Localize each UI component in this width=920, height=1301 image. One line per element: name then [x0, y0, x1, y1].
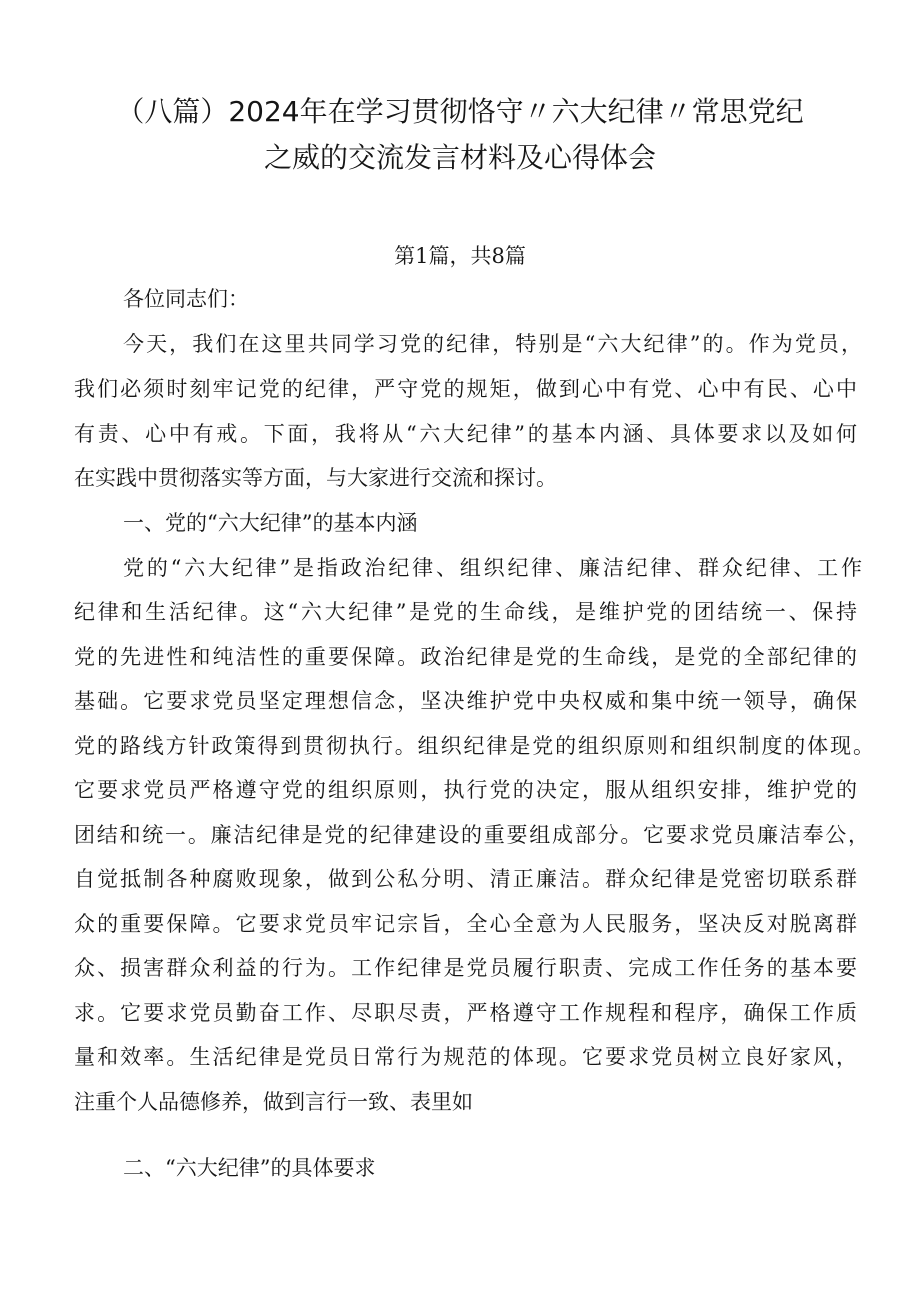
- intro-line: 有责、心中有戒。下面，我将从“六大纪律”的基本内涵、具体要求以及如何: [74, 422, 857, 446]
- section-1-line: 党的“六大纪律”是指政治纪律、组织纪律、廉洁纪律、群众纪律、工作: [123, 556, 862, 580]
- section-1-line: 众的重要保障。它要求党员牢记宗旨，全心全意为人民服务，坚决反对脱离群: [74, 912, 857, 936]
- section-1-line: 纪律和生活纪律。这“六大纪律”是党的生命线，是维护党的团结统一、保持: [74, 600, 857, 624]
- section-2-heading: 二、“六大纪律”的具体要求: [123, 1156, 376, 1180]
- section-1-line: 它要求党员严格遵守党的组织原则，执行党的决定，服从组织安排，维护党的: [74, 778, 857, 802]
- section-1-line: 党的路线方针政策得到贯彻执行。组织纪律是党的组织原则和组织制度的体现。: [74, 734, 874, 758]
- intro-line: 今天，我们在这里共同学习党的纪律，特别是“六大纪律”的。作为党员，: [123, 332, 862, 356]
- intro-line: 我们必须时刻牢记党的纪律，严守党的规矩，做到心中有党、心中有民、心中: [74, 377, 857, 401]
- section-1-line: 求。它要求党员勤奋工作、尽职尽责，严格遵守工作规程和程序，确保工作质: [74, 1001, 857, 1025]
- section-1-line: 注重个人品德修养，做到言行一致、表里如: [74, 1090, 473, 1114]
- section-1-line: 基础。它要求党员坚定理想信念，坚决维护党中央权威和集中统一领导，确保: [74, 689, 857, 713]
- section-1-line: 众、损害群众利益的行为。工作纪律是党员履行职责、完成工作任务的基本要: [74, 956, 857, 980]
- section-1-heading: 一、党的“六大纪律”的基本内涵: [123, 511, 418, 535]
- section-1-line: 自觉抵制各种腐败现象，做到公私分明、清正廉洁。群众纪律是党密切联系群: [74, 867, 857, 891]
- chapter-label: 第1篇，共8篇: [394, 244, 526, 268]
- section-1-line: 量和效率。生活纪律是党员日常行为规范的体现。它要求党员树立良好家风，: [74, 1045, 857, 1069]
- document-title-line-1: （八篇）2024年在学习贯彻恪守〃六大纪律〃常思党纪: [116, 95, 804, 128]
- section-1-line: 党的先进性和纯洁性的重要保障。政治纪律是党的生命线，是党的全部纪律的: [74, 645, 857, 669]
- salutation: 各位同志们：: [123, 287, 249, 311]
- intro-line: 在实践中贯彻落实等方面，与大家进行交流和探讨。: [74, 466, 557, 490]
- document-title-line-2: 之威的交流发言材料及心得体会: [263, 141, 656, 174]
- section-1-line: 团结和统一。廉洁纪律是党的纪律建设的重要组成部分。它要求党员廉洁奉公，: [74, 823, 869, 847]
